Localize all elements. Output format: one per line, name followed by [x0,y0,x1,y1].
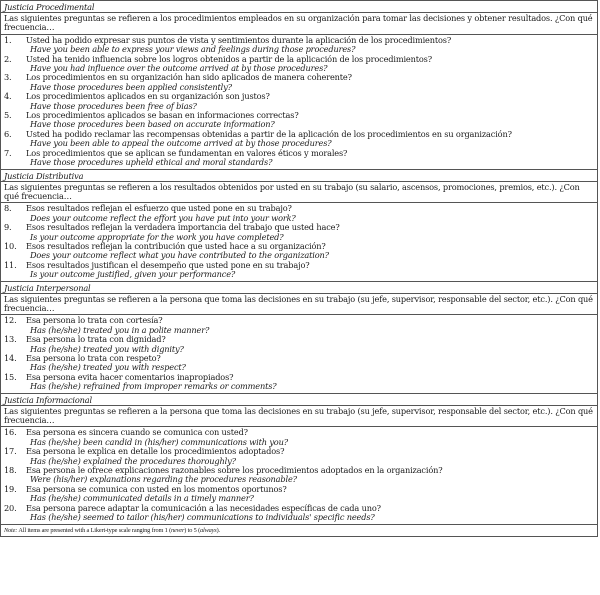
item-number: 8. [4,203,12,214]
item-body [26,204,594,223]
item-english-text: Has (he/she) treated you in a polite manner? [30,324,210,335]
item-list [1,315,597,392]
item-list [1,35,597,169]
list-item [4,130,594,149]
item-spanish-text: Esa persona se comunica con usted en los momentos oportunos? [26,483,287,494]
item-body [26,223,594,242]
note-never: never [171,526,185,534]
item-body [26,130,594,149]
item-body [26,55,594,74]
item-body [26,354,594,373]
item-number: 15. [4,371,17,382]
item-spanish-text: Esa persona le explica en detalle los procedimientos adoptados? [26,446,285,457]
item-english-text: Were (his/her) explanations regarding the procedures reasonable? [30,474,297,485]
item-list [1,427,597,523]
item-english-text: Have those procedures upheld ethical and moral standards? [30,157,273,168]
item-number: 1. [4,34,12,45]
item-english-text: Have those procedures been free of bias? [30,100,197,111]
item-spanish-text: Usted ha podido reclamar las recompensas obtenidas a partir de la aplicación de los procedimientos en su organización? [26,128,512,139]
item-spanish-text: Esos resultados reflejan la verdadera importancia del trabajo que usted hace? [26,222,340,233]
item-spanish-text: Esa persona lo trata con cortesía? [26,315,163,326]
list-item [4,73,594,92]
item-english-text: Has (he/she) seemed to tailor (his/her) communications to individuals' specific needs? [30,512,375,523]
item-spanish-text: Esa persona evita hacer comentarios inapropiados? [26,371,234,382]
section-title: Justicia Informacional [1,394,597,406]
item-spanish-text: Esos resultados justifican el desempeño que usted pone en su trabajo? [26,259,310,270]
item-spanish-text: Los procedimientos aplicados se basan en informaciones correctas? [26,110,299,121]
item-english-text: Does your outcome reflect the effort you have put into your work? [30,212,296,223]
item-spanish-text: Usted ha tenido influencia sobre los logros obtenidos a partir de la aplicación de los procedimientos? [26,53,432,64]
item-number: 14. [4,353,17,363]
list-item [4,111,594,130]
item-body [26,466,594,485]
item-body [26,335,594,354]
item-spanish-text: Usted ha podido expresar sus puntos de vista y sentimientos durante la aplicación de los procedimientos? [26,34,452,45]
item-body [26,504,594,523]
item-number: 2. [4,53,12,64]
item-number: 11. [4,259,17,270]
item-body [26,92,594,111]
item-english-text: Have you been able to express your views and feelings during those procedures? [30,44,356,55]
item-number: 16. [4,427,17,438]
item-number: 6. [4,128,12,139]
item-number: 3. [4,72,12,83]
section-intro: Las siguientes preguntas se refieren a la persona que toma las decisiones en su trabajo (su jefe, supervisor, responsable del sector, etc.). ¿Con qué frecuencia… [1,406,597,428]
item-spanish-text: Esos resultados reflejan la contribución que usted hace a su organización? [26,240,326,251]
item-body [26,149,594,168]
item-english-text: Have you had influence over the outcome arrived at by those procedures? [30,63,328,74]
item-english-text: Does your outcome reflect what you have contributed to the organization? [30,250,329,261]
list-item [4,504,594,523]
note-text: All items are presented with a Likert-type scale ranging from 1 ( [18,526,172,534]
item-number: 17. [4,446,17,457]
item-number: 4. [4,91,12,102]
item-body [26,111,594,130]
item-body [26,485,594,504]
list-item [4,204,594,223]
item-spanish-text: Esa persona lo trata con respeto? [26,353,161,363]
list-item [4,373,594,392]
item-spanish-text: Los procedimientos que se aplican se fundamentan en valores éticos y morales? [26,147,348,158]
item-spanish-text: Los procedimientos en su organización han sido aplicados de manera coherente? [26,72,352,83]
section-3 [1,393,597,524]
section-intro: Las siguientes preguntas se refieren a los procedimientos empleados en su organización para tomar las decisiones y obtener resultados. ¿Con qué frecuencia… [1,13,597,35]
item-spanish-text: Esa persona es sincera cuando se comunica con usted? [26,427,248,438]
item-english-text: Has (he/she) been candid in (his/her) communications with you? [30,436,288,447]
list-item [4,466,594,485]
item-spanish-text: Esos resultados reflejan el esfuerzo que usted pone en su trabajo? [26,203,292,214]
item-body [26,373,594,392]
list-item [4,223,594,242]
section-title: Justicia Distributiva [1,170,597,182]
list-item [4,36,594,55]
item-body [26,73,594,92]
list-item [4,242,594,261]
list-item [4,55,594,74]
section-title: Justicia Procedimental [1,1,597,13]
item-spanish-text: Los procedimientos aplicados en su organización son justos? [26,91,270,102]
section-intro: Las siguientes preguntas se refieren a la persona que toma las decisiones en su trabajo (su jefe, supervisor, responsable del sector, etc.). ¿Con qué frecuencia… [1,294,597,316]
section-intro: Las siguientes preguntas se refieren a los resultados obtenidos por usted en su trabajo (su salario, ascensos, promociones, premios, etc.). ¿Con qué frecuencia… [1,182,597,204]
item-english-text: Has (he/she) explained the procedures thoroughly? [30,455,236,466]
item-spanish-text: Esa persona le ofrece explicaciones razonables sobre los procedimientos adoptados en la organización? [26,465,443,476]
section-1 [1,169,597,281]
list-item [4,485,594,504]
item-spanish-text: Esa persona lo trata con dignidad? [26,334,166,345]
section-0 [1,1,597,169]
list-item [4,261,594,280]
list-item [4,149,594,168]
list-item [4,335,594,354]
item-number: 13. [4,334,17,345]
item-english-text: Is your outcome appropriate for the work you have completed? [30,231,284,242]
list-item [4,447,594,466]
note-always: always [200,526,217,534]
item-spanish-text: Esa persona parece adaptar la comunicación a las necesidades específicas de cada uno? [26,502,381,513]
item-number: 5. [4,110,12,121]
item-english-text: Has (he/she) refrained from improper remarks or comments? [30,381,277,392]
item-english-text: Has (he/she) treated you with dignity? [30,343,184,354]
item-english-text: Have you been able to appeal the outcome arrived at by those procedures? [30,138,332,149]
item-english-text: Have those procedures been applied consistently? [30,81,232,92]
section-2 [1,281,597,393]
item-english-text: Has (he/she) communicated details in a timely manner? [30,493,254,504]
item-number: 18. [4,465,17,476]
item-number: 10. [4,240,17,251]
item-number: 19. [4,483,17,494]
list-item [4,92,594,111]
item-number: 20. [4,502,17,513]
section-title: Justicia Interpersonal [1,282,597,294]
item-body [26,316,594,335]
item-body [26,242,594,261]
note-text: ). [216,526,220,534]
item-english-text: Has (he/she) treated you with respect? [30,362,186,373]
item-number: 12. [4,315,17,326]
item-body [26,428,594,447]
item-list [1,203,597,280]
item-english-text: Have those procedures been based on accurate information? [30,119,275,130]
item-english-text: Is your outcome justified, given your performance? [30,269,236,280]
note-text: ) to 5 ( [184,526,201,534]
item-number: 7. [4,147,12,158]
item-number: 9. [4,222,12,233]
item-body [26,36,594,55]
list-item [4,428,594,447]
note-label: Note: [4,526,18,534]
list-item [4,354,594,373]
item-body [26,447,594,466]
list-item [4,316,594,335]
item-body [26,261,594,280]
table-note [1,524,597,536]
